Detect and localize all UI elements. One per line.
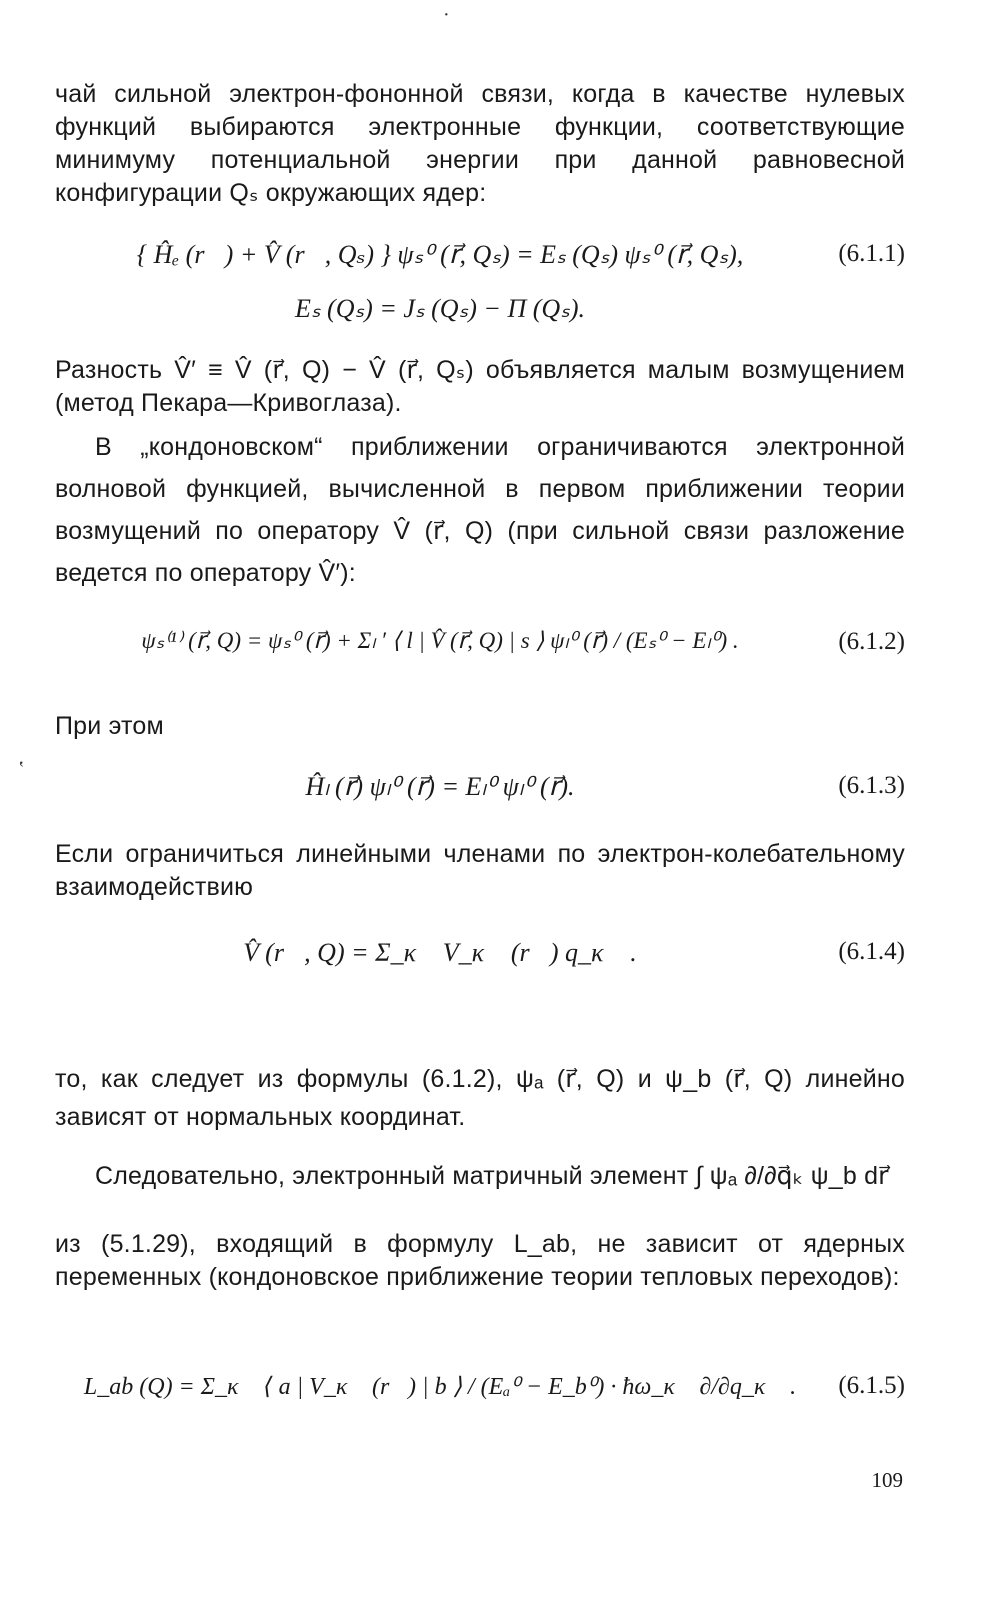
- equation-6-1-2: [55, 628, 905, 668]
- equation-6-1-4: [55, 938, 905, 978]
- paragraph-1: чай сильной электрон-фононной связи, когда в качестве нулевых функций выбираются электронные функции, соответствующие минимуму потенциальной энергии при данной равновесной конфигурации Qₛ окружающих ядер:: [55, 80, 905, 207]
- equation-6-1-3-formula: Ĥₗ (r⃗) ψₗ⁰ (r⃗) = Eₗ⁰ ψₗ⁰ (r⃗).: [305, 772, 575, 801]
- equation-6-1-4-number: (6.1.4): [838, 938, 905, 965]
- paragraph-4: При этом: [55, 712, 164, 740]
- equation-energy: [55, 294, 905, 334]
- equation-6-1-4-formula: V̂ (r⃗, Q) = Σ_κ⃗ V_κ⃗ (r⃗) q_κ⃗ .: [243, 938, 637, 967]
- equation-6-1-1-formula: { Ĥₑ (r⃗) + V̂ (r⃗, Qₛ) } ψₛ⁰ (r⃗, Qₛ) = Eₛ (Qₛ) ψₛ⁰ (r⃗, Qₛ),: [136, 240, 744, 269]
- equation-6-1-5: [55, 1372, 905, 1412]
- paragraph-3: В „кондоновском“ приближении ограничиваются электронной волновой функцией, вычисленной в первом приближении теории возмущений по оператору V̂ (r⃗, Q) (при сильной связи разложение ведется по оператору V̂′):: [55, 433, 905, 587]
- paragraph-8: из (5.1.29), входящий в формулу L_ab, не зависит от ядерных переменных (кондоновское приближение теории тепловых переходов):: [55, 1230, 905, 1291]
- paragraph-6: то, как следует из формулы (6.1.2), ψₐ (r⃗, Q) и ψ_b (r⃗, Q) линейно зависят от нормальных координат.: [55, 1065, 905, 1131]
- paragraph-5: Если ограничиться линейными членами по электрон-колебательному взаимодействию: [55, 840, 905, 901]
- equation-6-1-1-number: (6.1.1): [838, 240, 905, 267]
- scan-dot: ·: [443, 4, 450, 26]
- equation-6-1-2-number: (6.1.2): [838, 628, 905, 655]
- equation-energy-formula: Eₛ (Qₛ) = Jₛ (Qₛ) − Π (Qₛ).: [294, 294, 586, 323]
- equation-6-1-3: [55, 772, 905, 812]
- equation-6-1-5-formula: L_ab (Q) = Σ_κ⃗ ⟨ a | V_κ⃗ (r⃗) | b ⟩ / (Eₐ⁰ − E_b⁰) · ħω_κ⃗ ∂/∂q_κ⃗ .: [83, 1374, 797, 1400]
- equation-6-1-2-formula: ψₛ⁽¹⁾ (r⃗, Q) = ψₛ⁰ (r⃗) + Σₗ ′ ⟨ l | V̂ (r⃗, Q) | s ⟩ ψₗ⁰ (r⃗) / (Eₛ⁰ − Eₗ⁰) .: [141, 628, 739, 653]
- page-number: 109: [871, 1468, 903, 1492]
- paragraph-7: Следовательно, электронный матричный элемент ∫ ψₐ ∂/∂q⃗ₖ ψ_b dr⃗: [95, 1162, 889, 1190]
- equation-6-1-1: [55, 240, 905, 280]
- paragraph-2: Разность V̂′ ≡ V̂ (r⃗, Q) − V̂ (r⃗, Qₛ) объявляется малым возмущением (метод Пекара—Кривоглаза).: [55, 356, 905, 417]
- equation-6-1-3-number: (6.1.3): [838, 772, 905, 799]
- equation-6-1-5-number: (6.1.5): [838, 1372, 905, 1399]
- scan-tick: ʽ: [18, 758, 25, 780]
